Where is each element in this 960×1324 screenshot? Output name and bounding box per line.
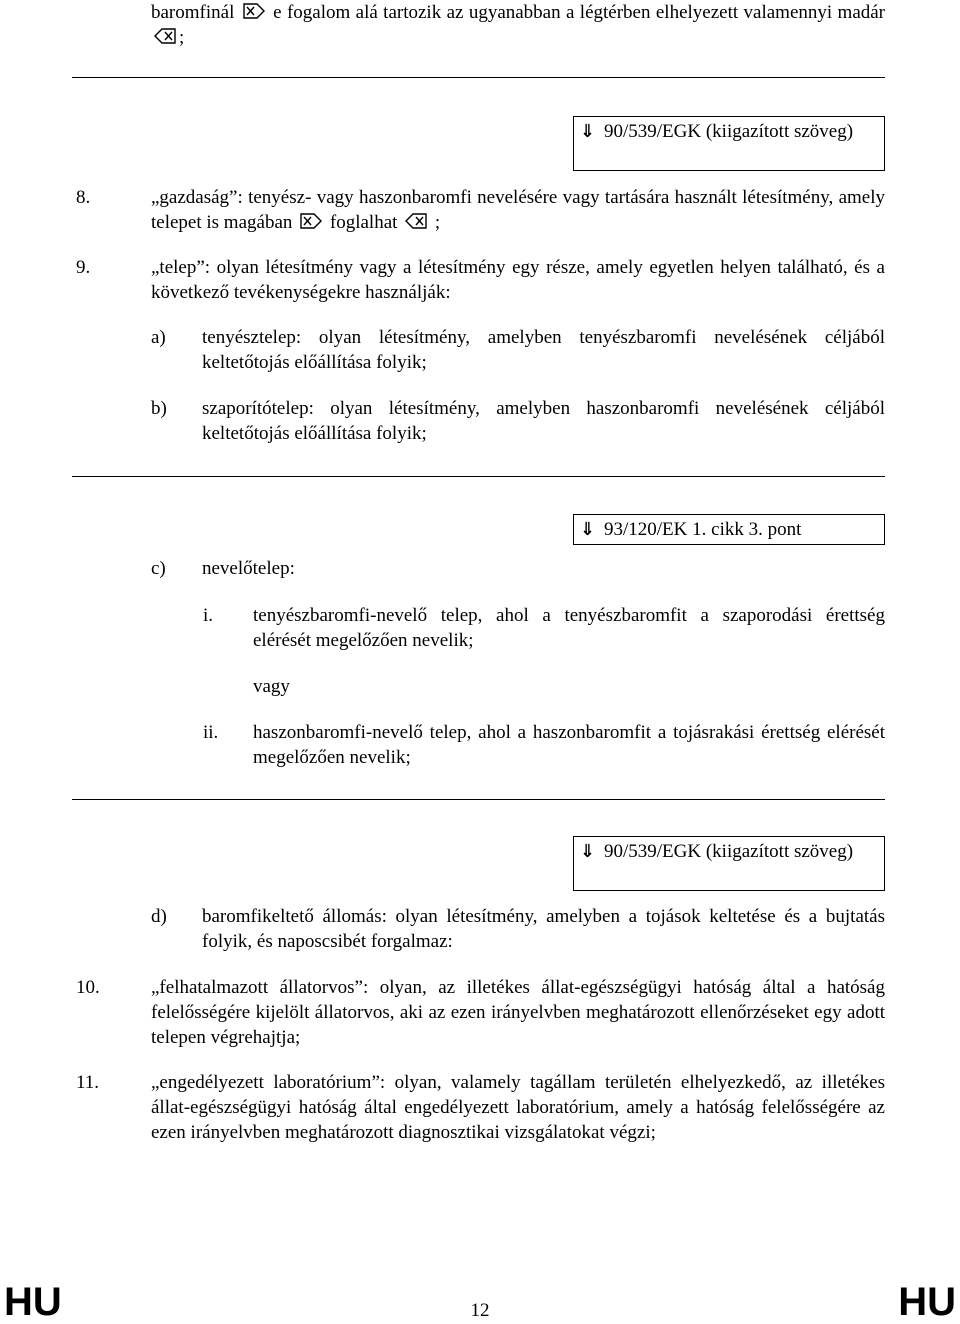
reference-text: 93/120/EK 1. cikk 3. pont <box>604 519 802 540</box>
down-arrow-icon: ⇓ <box>580 519 596 540</box>
item-9c-ii-text: haszonbaromfi-nevelő telep, ahol a haszonbaromfit a tojásrakási érettség elérését megelőzően nevelik; <box>253 722 885 768</box>
intro-text-3: ; <box>179 27 185 48</box>
down-arrow-icon: ⇓ <box>580 841 596 862</box>
insert-end-marker-icon <box>405 213 427 229</box>
reference-text: 90/539/EGK (kiigazított szöveg) <box>604 121 854 142</box>
item-9d-text: baromfikeltető állomás: olyan létesítmény, amelyben a tojások keltetése és a bujtatás folyik, és naposcsibét forgalmaz: <box>202 906 885 952</box>
reference-box <box>573 836 885 891</box>
item-9a-text: tenyésztelep: olyan létesítmény, amelyben tenyészbaromfi nevelésének céljából keltetőtojás előállítása folyik; <box>202 327 885 373</box>
separator-line <box>72 799 885 800</box>
item-number: 10. <box>76 977 100 998</box>
reference-box <box>573 514 885 545</box>
sub-label: b) <box>151 398 167 419</box>
sub-label: ii. <box>203 722 219 743</box>
page-number: 12 <box>470 1300 490 1321</box>
item-number: 11. <box>76 1072 100 1093</box>
item-11-text: „engedélyezett laboratórium”: olyan, valamely tagállam területén elhelyezkedő, az illetékes állat-egészségügyi hatóság által engedélyezett laboratórium, amely a hatóság felelősségére az ezen irányelvben meghatározott diagnosztikai vizsgálatokat végzi; <box>151 1072 885 1143</box>
item-9-text: „telep”: olyan létesítmény vagy a létesítmény egy része, amely egyetlen helyen található, és a következő tevékenységekre használják: <box>151 257 885 303</box>
footer-language-left: HU <box>4 1280 62 1324</box>
sub-label: a) <box>151 327 166 348</box>
insert-start-marker-icon <box>243 3 265 19</box>
sub-label: d) <box>151 906 167 927</box>
insert-start-marker-icon <box>300 213 322 229</box>
insert-end-marker-icon <box>154 28 176 44</box>
sub-label: c) <box>151 558 166 579</box>
separator-line <box>72 77 885 78</box>
down-arrow-icon: ⇓ <box>580 121 596 142</box>
item-number: 9. <box>76 257 91 278</box>
item-number: 8. <box>76 187 91 208</box>
separator-line <box>72 476 885 477</box>
reference-text: 90/539/EGK (kiigazított szöveg) <box>604 841 854 862</box>
intro-paragraph <box>151 0 885 50</box>
item-10-text: „felhatalmazott állatorvos”: olyan, az illetékes állat-egészségügyi hatóság által a hatóság felelősségére kijelölt állatorvos, aki az ezen irányelvben meghatározott ellenőrzéseket egy adott telepen végrehajtja; <box>151 977 885 1048</box>
sub-label: i. <box>203 605 214 626</box>
item-8-text: „gazdaság”: tenyész- vagy haszonbaromfi nevelésére vagy tartására használt létesítmény, amely telepet is magában foglalhat ; <box>151 187 885 233</box>
intro-text-1: baromfinál <box>151 2 235 23</box>
intro-text-2: e fogalom alá tartozik az ugyanabban a légtérben elhelyezett valamennyi madár <box>273 2 886 23</box>
footer-language-right: HU <box>898 1280 956 1324</box>
reference-box <box>573 116 885 171</box>
item-9b-text: szaporítótelep: olyan létesítmény, amelyben haszonbaromfi nevelésének céljából keltetőtojás előállítása folyik; <box>202 398 885 444</box>
item-9c-i-text: tenyészbaromfi-nevelő telep, ahol a tenyészbaromfit a szaporodási érettség elérését megelőzően nevelik; <box>253 605 885 651</box>
connector-word: vagy <box>253 676 290 697</box>
item-9c-text: nevelőtelep: <box>202 558 295 579</box>
